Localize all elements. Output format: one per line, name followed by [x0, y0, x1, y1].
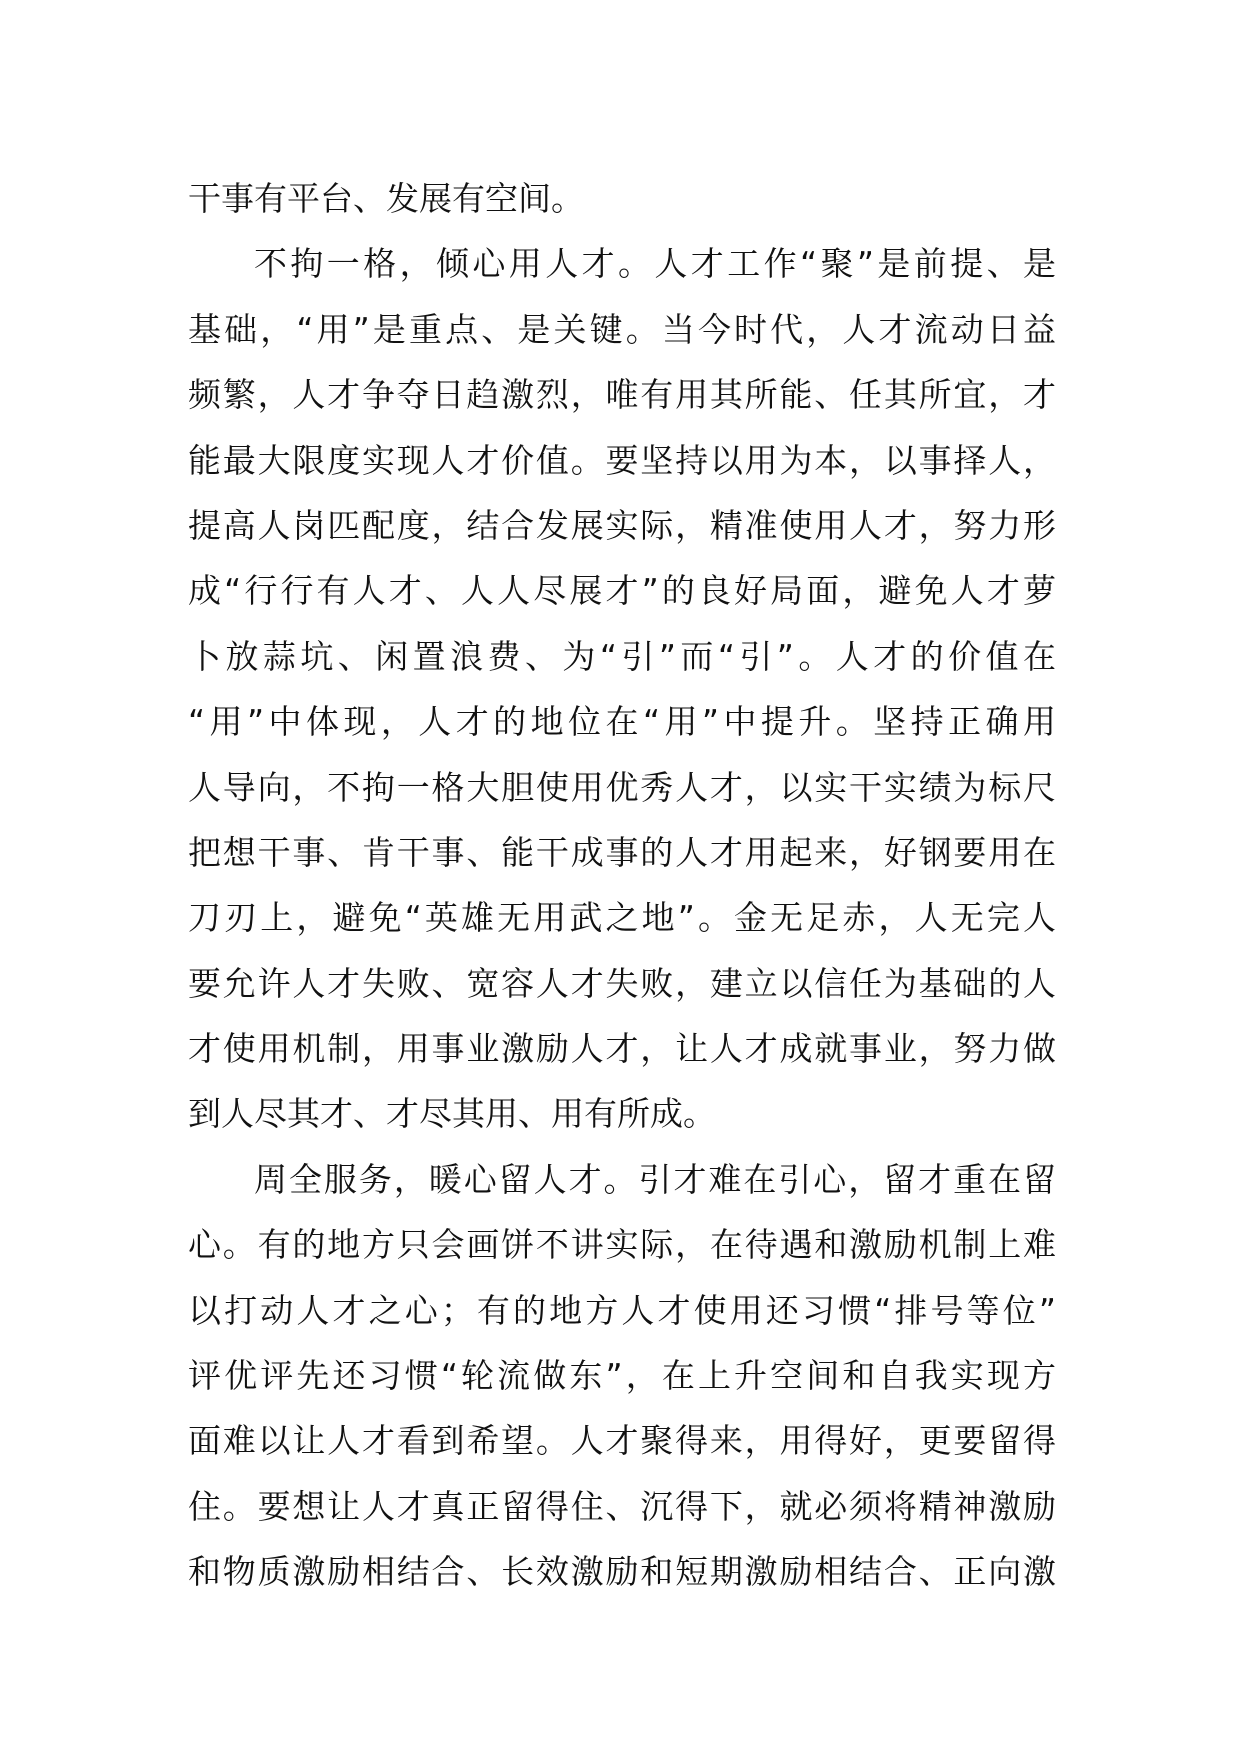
text-line: 才使用机制，用事业激励人才，让人才成就事业，努力做 [188, 1029, 1056, 1069]
text-line: 频繁，人才争夺日趋激烈，唯有用其所能、任其所宜，才 [188, 375, 1056, 415]
text-line: 人导向，不拘一格大胆使用优秀人才，以实干实绩为标尺 [188, 767, 1056, 807]
text-line: 不拘一格，倾心用人才。人才工作“聚”是前提、是 [254, 244, 1056, 284]
text-line: 到人尽其才、才尽其用、用有所成。 [188, 1094, 716, 1134]
text-line: 刀刃上，避免“英雄无用武之地”。金无足赤，人无完人 [188, 898, 1056, 938]
body-text [188, 166, 1056, 1605]
text-line: 和物质激励相结合、长效激励和短期激励相结合、正向激 [188, 1552, 1056, 1592]
text-line: 评优评先还习惯“轮流做东”，在上升空间和自我实现方 [188, 1356, 1056, 1396]
text-line: 卜放蒜坑、闲置浪费、为“引”而“引”。人才的价值在 [188, 636, 1056, 676]
text-line: 基础，“用”是重点、是关键。当今时代，人才流动日益 [188, 309, 1056, 349]
text-line: 干事有平台、发展有空间。 [188, 179, 584, 218]
text-line: “用”中体现，人才的地位在“用”中提升。坚持正确用 [188, 702, 1056, 742]
text-line: 能最大限度实现人才价值。要坚持以用为本，以事择人， [188, 440, 1056, 480]
text-line: 住。要想让人才真正留得住、沉得下，就必须将精神激励 [188, 1486, 1056, 1526]
text-line: 周全服务，暖心留人才。引才难在引心，留才重在留 [254, 1159, 1056, 1199]
text-line: 提高人岗匹配度，结合发展实际，精准使用人才，努力形 [188, 505, 1056, 545]
text-line: 把想干事、肯干事、能干成事的人才用起来，好钢要用在 [188, 832, 1056, 872]
text-line: 以打动人才之心；有的地方人才使用还习惯“排号等位” [188, 1290, 1056, 1330]
text-line: 面难以让人才看到希望。人才聚得来，用得好，更要留得 [188, 1421, 1056, 1461]
text-line: 成“行行有人才、人人尽展才”的良好局面，避免人才萝 [188, 571, 1056, 611]
text-line: 要允许人才失败、宽容人才失败，建立以信任为基础的人 [188, 963, 1056, 1003]
text-line: 心。有的地方只会画饼不讲实际，在待遇和激励机制上难 [188, 1225, 1056, 1265]
